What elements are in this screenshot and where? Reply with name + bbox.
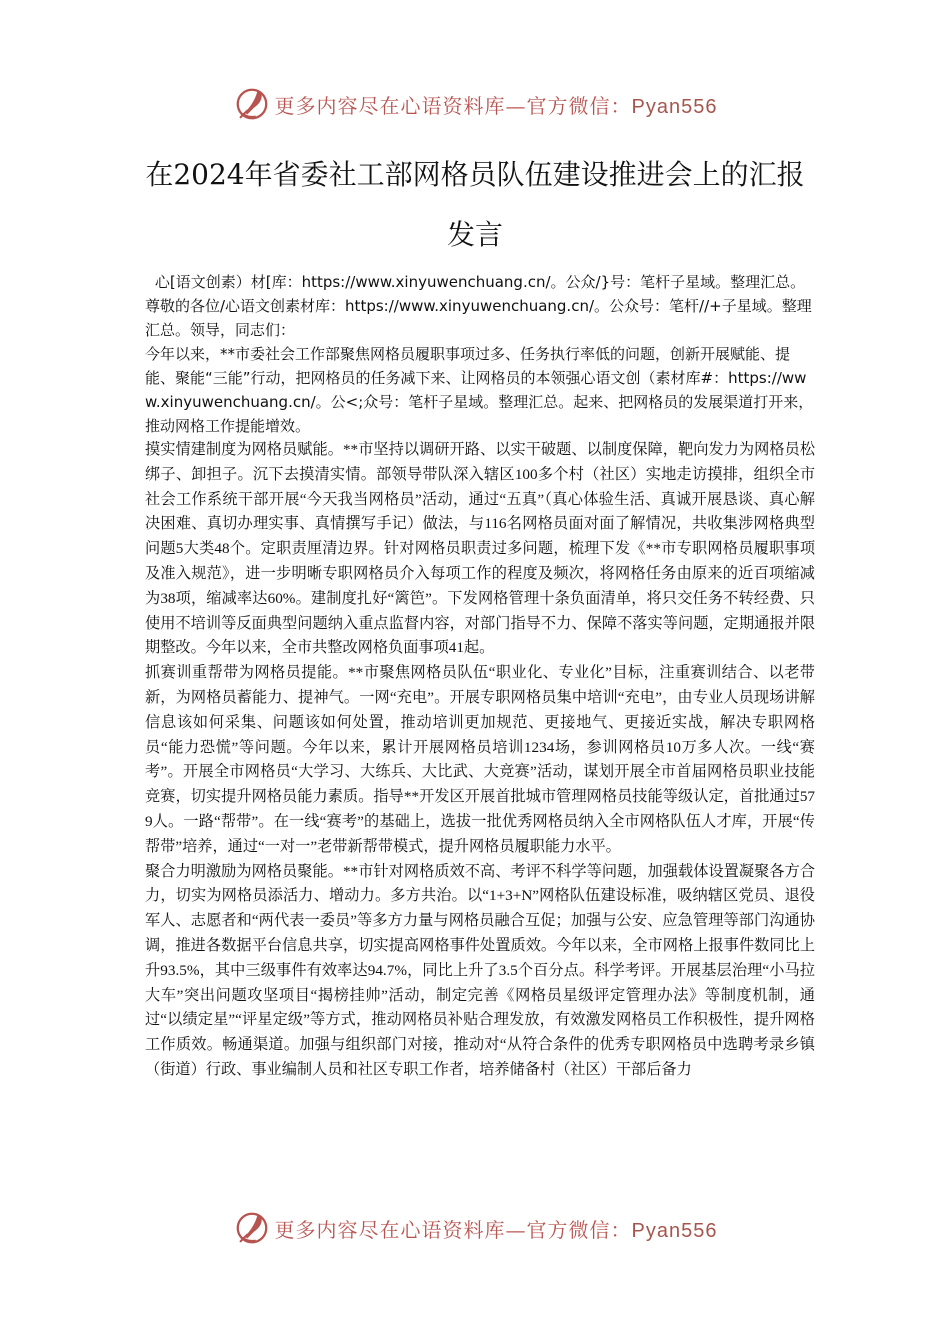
source-note-1: 心[语文创素）材[库：https://www.xinyuwenchuang.cn/。公众/}号：笔杆子星域。整理汇总。 <box>154 273 806 291</box>
intro-paragraph: 今年以来，**市委社会工作部聚焦网格员履职事项过多、任务执行率低的问题，创新开展赋能、提能、聚能“三能”行动，把网格员的任务减下来、让网格员的本领强心语文创（素材库#：https://www.xinyuwenchuang.cn/。公<;众号：笔杆子星域。整理汇总。起来、把网格员的发展渠道打开来，推动网格工作提能增效。 <box>145 345 814 435</box>
document-title: 在2024年省委社工部网格员队伍建设推进会上的汇报发言 <box>145 158 805 251</box>
quill-pen-icon <box>233 1209 271 1247</box>
banner-text: 更多内容尽在心语资料库—官方微信：Pyan556 <box>274 1217 718 1242</box>
greeting-paragraph: 尊敬的各位/心语文创素材库：https://www.xinyuwenchuang.cn/。公众号：笔杆//+子星域。整理汇总。领导，同志们： <box>145 297 812 339</box>
section-incentive-paragraph: 聚合力明激励为网格员聚能。**市针对网格质效不高、考评不科学等问题，加强载体设置凝聚各方合力，切实为网格员添活力、增动力。多方共治。以“1+3+N”网格队伍建设标准，吸纳辖区党员、退役军人、志愿者和“两代表一委员”等多方力量与网格员融合互促；加强与公安、应急管理等部门沟通协调，推进各数据平台信息共享，切实提高网格事件处置质效。今年以来，全市网格上报事件数同比上升93.5%，其中三级事件有效率达94.7%，同比上升了3.5个百分点。科学考评。开展基层治理“小马拉大车”突出问题攻坚项目“揭榜挂帅”活动，制定完善《网格员星级评定管理办法》等制度机制，通过“以绩定星”“评星定级”等方式，推动网格员补贴合理发放，有效激发网格员工作积极性，提升网格工作质效。畅通渠道。加强与组织部门对接，推动对“从符合条件的优秀专职网格员中选聘考录乡镇（街道）行政、事业编制人员和社区专职工作者，培养储备村（社区）干部后备力 <box>145 862 815 1078</box>
footer-banner <box>0 1206 950 1250</box>
header-banner <box>0 82 950 126</box>
section-train-paragraph: 抓赛训重帮带为网格员提能。**市聚焦网格员队伍“职业化、专业化”目标，注重赛训结合、以老带新，为网格员蓄能力、提神气。一网“充电”。开展专职网格员集中培训“充电”，由专业人员现场讲解信息该如何采集、问题该如何处置，推动培训更加规范、更接地气、更接近实战，解决专职网格员“能力恐慌”等问题。今年以来，累计开展网格员培训1234场，参训网格员10万多人次。一线“赛考”。开展全市网格员“大学习、大练兵、大比武、大竞赛”活动，谋划开展全市首届网格员职业技能竞赛，切实提升网格员能力素质。指导**开发区开展首批城市管理网格员技能等级认定，首批通过579人。一路“帮带”。在一线“赛考”的基础上，选拔一批优秀网格员纳入全市网格队伍人才库，开展“传帮带”培养，通过“一对一”老带新帮带模式，提升网格员履职能力水平。 <box>145 664 815 855</box>
section-empower-paragraph: 摸实情建制度为网格员赋能。**市坚持以调研开路、以实干破题、以制度保障，靶向发力为网格员松绑子、卸担子。沉下去摸清实情。部领导带队深入辖区100多个村（社区）实地走访摸排，组织全市社会工作系统干部开展“今天我当网格员”活动，通过“五真”（真心体验生活、真诚开展恳谈、真心解决困难、真切办理实事、真情撰写手记）做法，与116名网格员面对面了解情况，共收集涉网格典型问题5大类48个。定职责厘清边界。针对网格员职责过多问题，梳理下发《**市专职网格员履职事项及准入规范》，进一步明晰专职网格员介入每项工作的程度及频次，将网格任务由原来的近百项缩减为38项，缩减率达60%。建制度扎好“篱笆”。下发网格管理十条负面清单，将只交任务不转经费、只使用不培训等反面典型问题纳入重点监督内容，对部门指导不力、保障不落实等问题，定期通报并限期整改。今年以来，全市共整改网格负面事项41起。 <box>145 441 815 657</box>
wechat-id: Pyan556 <box>631 95 718 118</box>
banner-text: 更多内容尽在心语资料库—官方微信：Pyan556 <box>274 93 718 118</box>
quill-pen-icon <box>233 85 271 123</box>
document-body <box>145 270 815 1083</box>
wechat-id: Pyan556 <box>631 1219 718 1242</box>
